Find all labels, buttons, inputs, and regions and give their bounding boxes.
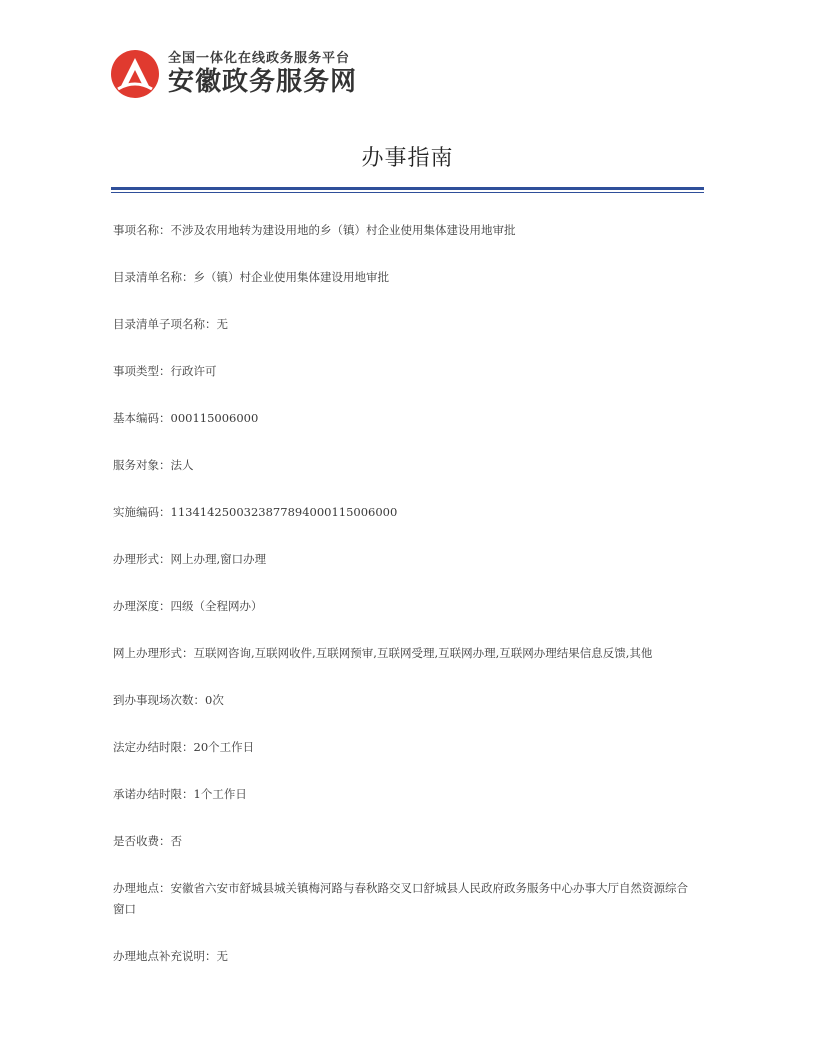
field-label: 目录清单子项名称： [113, 317, 217, 331]
guide-field [113, 878, 693, 920]
guide-field [113, 502, 693, 523]
guide-field [113, 267, 693, 288]
guide-field [113, 549, 693, 570]
field-value: 20个工作日 [193, 740, 255, 754]
guide-field [113, 737, 693, 758]
logo-title: 安徽政务服务网 [168, 67, 358, 97]
anhui-government-service-logo-icon [110, 49, 160, 99]
guide-field [113, 946, 693, 967]
field-value: 否 [170, 834, 182, 848]
document-title: 办事指南 [361, 146, 454, 171]
field-value: 四级（全程网办） [170, 599, 263, 613]
field-label: 办理形式： [113, 552, 171, 566]
title-divider-thin [111, 192, 704, 193]
logo-text [168, 51, 357, 97]
field-value: 不涉及农用地转为建设用地的乡（镇）村企业使用集体建设用地审批 [170, 223, 516, 237]
field-value: 无 [216, 317, 228, 331]
guide-field [113, 314, 693, 335]
field-value: 法人 [170, 458, 194, 472]
field-value: 乡（镇）村企业使用集体建设用地审批 [193, 270, 389, 284]
guide-field [113, 408, 693, 429]
field-label: 办理深度： [113, 599, 171, 613]
field-label: 办理地点补充说明： [113, 949, 217, 963]
field-label: 办理地点： [113, 881, 171, 895]
field-label: 事项名称： [113, 223, 171, 237]
field-value: 000115006000 [170, 411, 259, 425]
title-divider-thick [111, 187, 704, 190]
guide-field [113, 220, 693, 241]
field-label: 服务对象： [113, 458, 171, 472]
field-label: 事项类型： [113, 364, 171, 378]
field-value: 安徽省六安市舒城县城关镇梅河路与春秋路交叉口舒城县人民政府政务服务中心办事大厅自然资源综合窗口 [113, 881, 688, 916]
field-label: 网上办理形式： [113, 646, 194, 660]
field-value: 无 [216, 949, 228, 963]
field-value: 1个工作日 [193, 787, 247, 801]
field-value: 行政许可 [170, 364, 217, 378]
field-label: 到办事现场次数： [113, 693, 205, 707]
field-label: 目录清单名称： [113, 270, 194, 284]
logo-subtitle: 全国一体化在线政务服务平台 [168, 51, 351, 66]
field-value: 互联网咨询,互联网收件,互联网预审,互联网受理,互联网办理,互联网办理结果信息反馈,其他 [193, 646, 653, 660]
field-value: 网上办理,窗口办理 [170, 552, 267, 566]
field-value: 11341425003238778940001150060​00 [170, 505, 398, 519]
field-label: 是否收费： [113, 834, 171, 848]
guide-field [113, 596, 693, 617]
site-logo[interactable] [110, 46, 357, 102]
guide-field [113, 831, 693, 852]
field-label: 承诺办结时限： [113, 787, 194, 801]
guide-field [113, 784, 693, 805]
guide-field [113, 455, 693, 476]
field-value: 0次 [205, 693, 224, 707]
field-label: 法定办结时限： [113, 740, 194, 754]
field-label: 实施编码： [113, 505, 171, 519]
guide-field [113, 361, 693, 382]
field-label: 基本编码： [113, 411, 171, 425]
guide-field [113, 643, 693, 664]
guide-field-list [113, 220, 693, 967]
guide-field [113, 690, 693, 711]
